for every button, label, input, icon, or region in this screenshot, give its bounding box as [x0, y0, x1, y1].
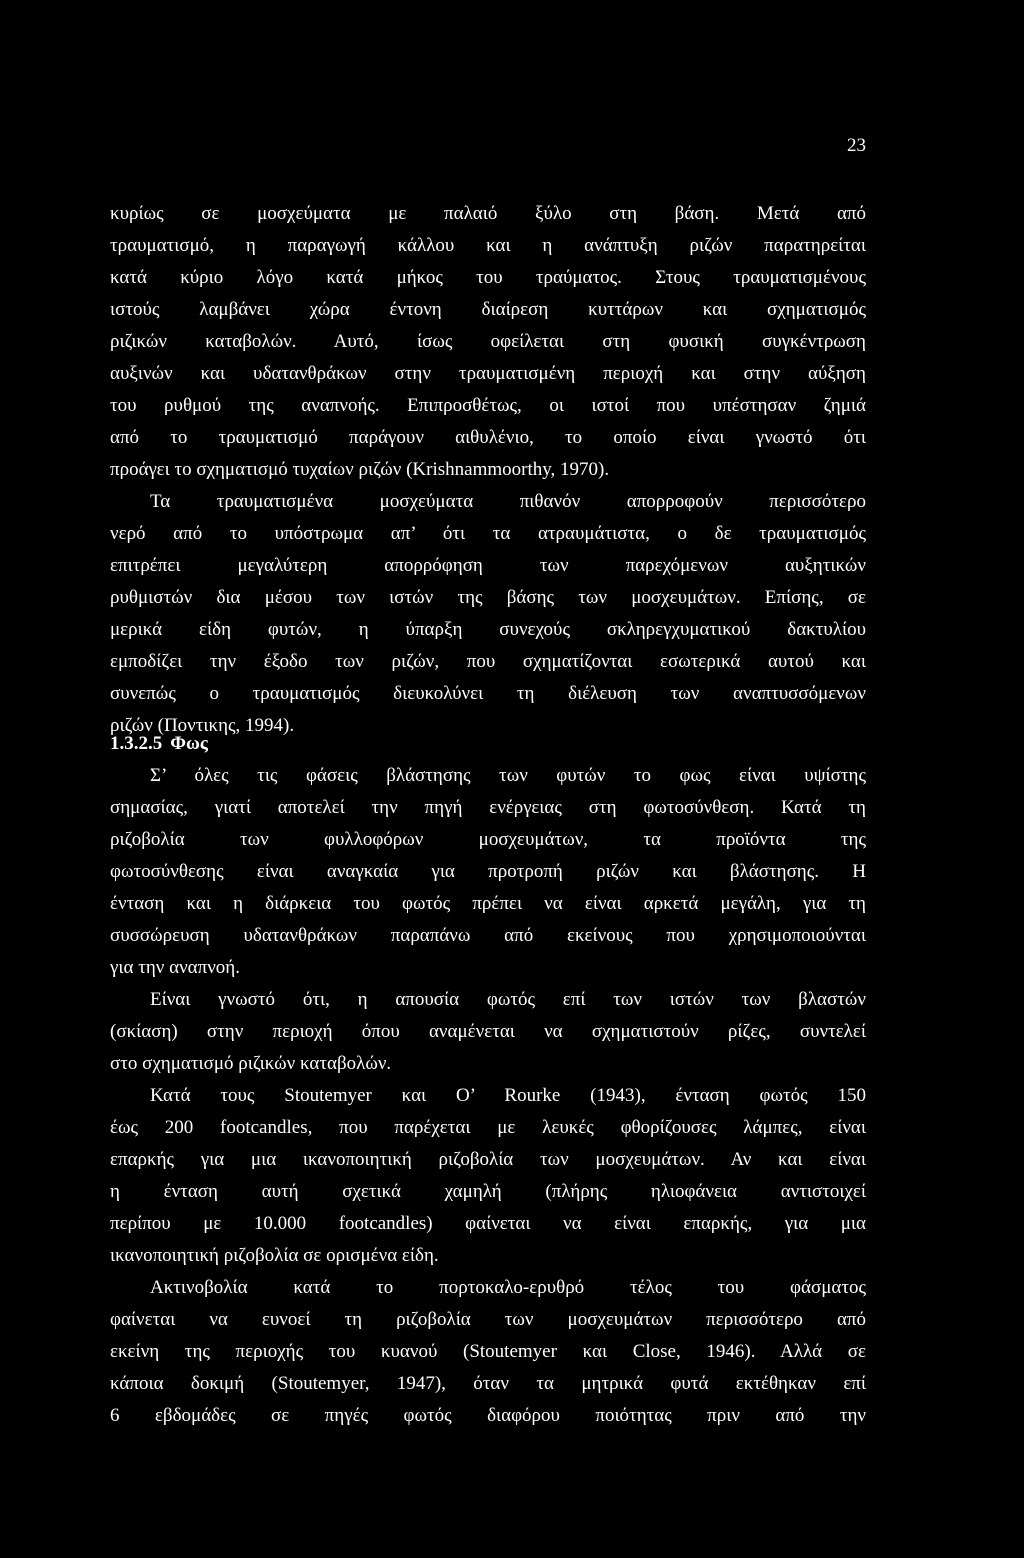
text-line: επιτρέπει μεγαλύτερη απορρόφηση των παρεχόμενων αυξητικών: [110, 555, 866, 576]
text-line: η ένταση αυτή σχετικά χαμηλή (πλήρης ηλιοφάνεια αντιστοιχεί: [110, 1181, 866, 1202]
text-line: μερικά είδη φυτών, η ύπαρξη συνεχούς σκληρεγχυματικού δακτυλίου: [110, 619, 866, 640]
text-line: για την αναπνοή.: [110, 957, 240, 978]
text-line: Τα τραυματισμένα μοσχεύματα πιθανόν απορροφούν περισσότερο: [150, 491, 866, 512]
section-light: [110, 728, 866, 1432]
text-line: στο σχηματισμό ριζικών καταβολών.: [110, 1053, 392, 1074]
text-line: τραυματισμό, η παραγωγή κάλλου και η ανάπτυξη ριζών παρατηρείται: [110, 235, 866, 256]
text-line: προάγει το σχηματισμό τυχαίων ριζών (Krishnammoorthy, 1970).: [110, 459, 610, 480]
text-line: νερό από το υπόστρωμα απ’ ότι τα ατραυμάτιστα, ο δε τραυματισμός: [110, 523, 866, 544]
text-line: Σ’ όλες τις φάσεις βλάστησης των φυτών το φως είναι υψίστης: [150, 765, 866, 786]
text-line: επαρκής για μια ικανοποιητική ριζοβολία των μοσχευμάτων. Αν και είναι: [110, 1149, 866, 1170]
text-line: του ρυθμού της αναπνοής. Επιπροσθέτως, οι ιστοί που υπέστησαν ζημιά: [110, 395, 866, 416]
text-line: κατά κύριο λόγο κατά μήκος του τραύματος. Στους τραυματισμένους: [110, 267, 866, 288]
text-line: ένταση και η διάρκεια του φωτός πρέπει να είναι αρκετά μεγάλη, για τη: [110, 893, 866, 914]
text-line: έως 200 footcandles, που παρέχεται με λευκές φθορίζουσες λάμπες, είναι: [110, 1117, 866, 1138]
text-line: εμποδίζει την έξοδο των ριζών, που σχηματίζονται εσωτερικά αυτού και: [110, 651, 866, 672]
text-line: (σκίαση) στην περιοχή όπου αναμένεται να σχηματιστούν ρίζες, συντελεί: [110, 1021, 866, 1042]
text-line: κυρίως σε μοσχεύματα με παλαιό ξύλο στη βάση. Μετά από: [110, 203, 866, 224]
text-line: φαίνεται να ευνοεί τη ριζοβολία των μοσχευμάτων περισσότερο από: [110, 1309, 866, 1330]
text-line: φωτοσύνθεσης είναι αναγκαία για προτροπή ριζών και βλάστησης. Η: [110, 861, 866, 882]
text-line: κάποια δοκιμή (Stoutemyer, 1947), όταν τα μητρικά φυτά εκτέθηκαν επί: [110, 1373, 866, 1394]
text-line: ριζών (Ποντικης, 1994).: [110, 715, 295, 736]
text-line: ριζοβολία των φυλλοφόρων μοσχευμάτων, τα προϊόντα της: [110, 829, 866, 850]
text-line: Είναι γνωστό ότι, η απουσία φωτός επί των ιστών των βλαστών: [150, 989, 866, 1010]
text-line: εκείνη της περιοχής του κυανού (Stoutemyer και Close, 1946). Αλλά σε: [110, 1341, 866, 1362]
text-line: ριζικών καταβολών. Αυτό, ίσως οφείλεται στη φυσική συγκέντρωση: [110, 331, 866, 352]
text-line: συσσώρευση υδατανθράκων παραπάνω από εκείνους που χρησιμοποιούνται: [110, 925, 866, 946]
text-line: περίπου με 10.000 footcandles) φαίνεται να είναι επαρκής, για μια: [110, 1213, 866, 1234]
text-line: Κατά τους Stoutemyer και O’ Rourke (1943), ένταση φωτός 150: [150, 1085, 866, 1106]
text-line: Ακτινοβολία κατά το πορτοκαλο-ερυθρό τέλος του φάσματος: [150, 1277, 866, 1298]
text-line: σημασίας, γιατί αποτελεί την πηγή ενέργειας στη φωτοσύνθεση. Κατά τη: [110, 797, 866, 818]
text-line: ικανοποιητική ριζοβολία σε ορισμένα είδη.: [110, 1245, 439, 1266]
text-line: αυξινών και υδατανθράκων στην τραυματισμένη περιοχή και στην αύξηση: [110, 363, 866, 384]
section-heading: [110, 728, 866, 760]
text-line: ρυθμιστών δια μέσου των ιστών της βάσης των μοσχευμάτων. Επίσης, σε: [110, 587, 866, 608]
page-number: 23: [847, 135, 866, 156]
section-heading-number: 1.3.2.5: [110, 733, 163, 754]
text-line: από το τραυματισμό παράγουν αιθυλένιο, το οποίο είναι γνωστό ότι: [110, 427, 866, 448]
text-line: ιστούς λαμβάνει χώρα έντονη διαίρεση κυττάρων και σχηματισμός: [110, 299, 866, 320]
paragraph-wounding: [110, 198, 866, 742]
section-heading-title: Φως: [170, 733, 208, 754]
text-line: 6 εβδομάδες σε πηγές φωτός διαφόρου ποιότητας πριν από την: [110, 1405, 866, 1426]
text-line: συνεπώς ο τραυματισμός διευκολύνει τη διέλευση των αναπτυσσόμενων: [110, 683, 866, 704]
